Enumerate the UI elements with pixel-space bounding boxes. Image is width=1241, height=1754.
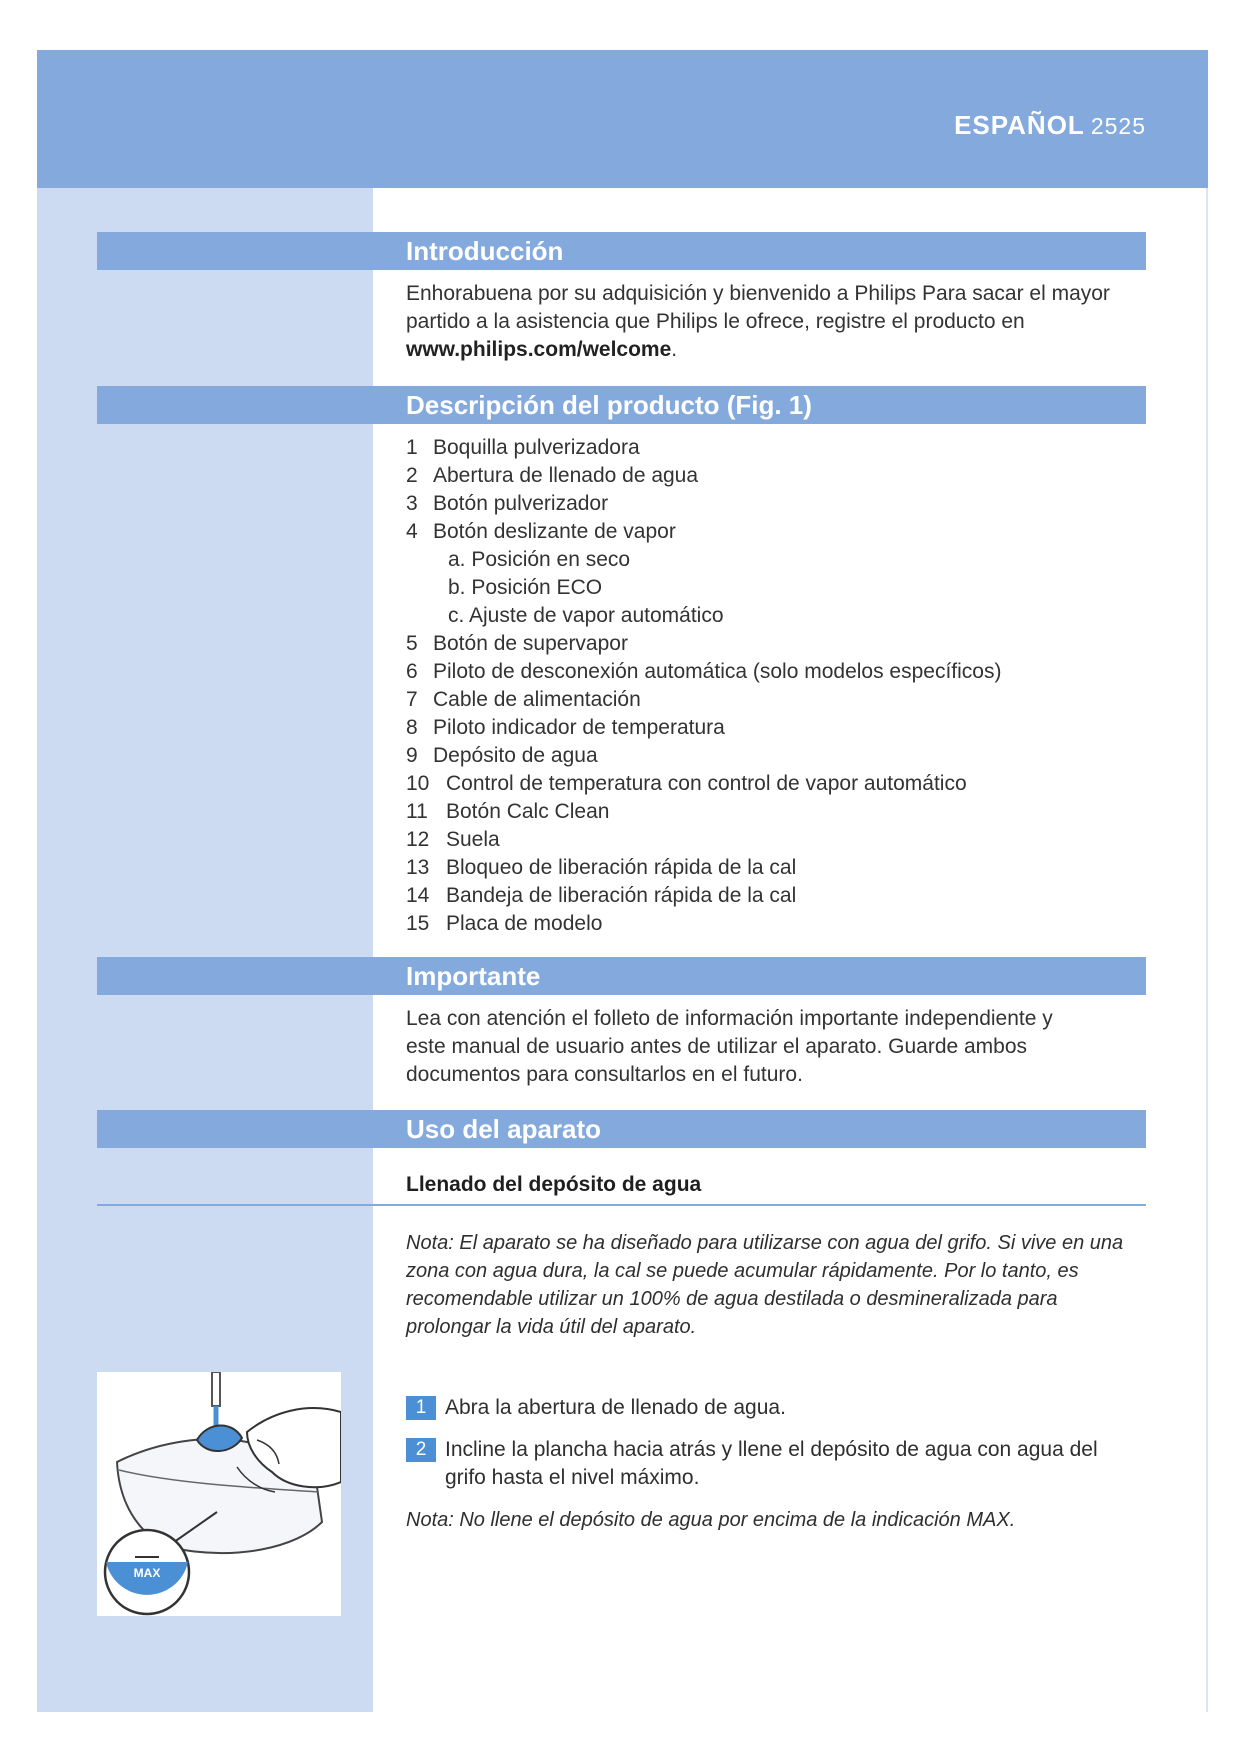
note-tap-water: Nota: El aparato se ha diseñado para utilizarse con agua del grifo. Si vive en una zona con agua dura, la cal se puede acumular rápidamente. Por lo tanto, es recomendable utilizar un 100% de agua destilada o desmineralizada para prolongar la vida útil del aparato. <box>406 1232 1124 1338</box>
product-item-number: 8 <box>406 716 418 739</box>
product-list-item <box>406 546 1001 574</box>
product-list-item <box>406 518 1001 546</box>
product-item-label: Suela <box>446 828 500 851</box>
section-band-usage <box>97 1110 1146 1148</box>
iron-filling-illustration <box>97 1372 341 1616</box>
product-list-item <box>406 490 1001 518</box>
product-item-number: 14 <box>406 884 430 907</box>
product-item-label: Piloto indicador de temperatura <box>433 716 725 739</box>
product-item-number: 9 <box>406 744 418 767</box>
iron-illustration-svg <box>97 1372 341 1616</box>
product-item-number: 3 <box>406 492 418 515</box>
product-list-item <box>406 742 1001 770</box>
product-item-label: Placa de modelo <box>446 912 603 935</box>
product-item-label: Boquilla pulverizadora <box>433 436 640 459</box>
product-list-item <box>406 826 1001 854</box>
product-item-label: Cable de alimentación <box>433 688 641 711</box>
product-list-item <box>406 686 1001 714</box>
page-header <box>37 50 1208 188</box>
product-list-item <box>406 658 1001 686</box>
product-item-label: c. Ajuste de vapor automático <box>448 604 724 627</box>
product-item-number: 15 <box>406 912 430 935</box>
product-list-item <box>406 462 1001 490</box>
subheading-fill-tank: Llenado del depósito de agua <box>406 1173 702 1196</box>
product-item-number: 1 <box>406 436 418 459</box>
step-number-badge: 1 <box>406 1396 436 1420</box>
header-language: ESPAÑOL 2525 <box>954 110 1146 140</box>
product-list-item <box>406 854 1001 882</box>
product-item-label: Control de temperatura con control de vapor automático <box>446 772 967 795</box>
welcome-link[interactable]: www.philips.com/welcome <box>406 338 672 361</box>
product-list-item <box>406 630 1001 658</box>
step-text-continued: grifo hasta el nivel máximo. <box>445 1466 700 1489</box>
step-1 <box>406 1394 1146 1422</box>
product-list-item <box>406 770 1001 798</box>
product-list-item <box>406 602 1001 630</box>
step-number-badge: 2 <box>406 1438 436 1462</box>
section-band-important <box>97 957 1146 995</box>
product-item-number: 4 <box>406 520 418 543</box>
product-list-item <box>406 798 1001 826</box>
product-item-label: Depósito de agua <box>433 744 598 767</box>
product-item-label: Bloqueo de liberación rápida de la cal <box>446 856 797 879</box>
faucet-spout <box>212 1372 220 1406</box>
product-item-number: 2 <box>406 464 418 487</box>
product-item-number: 12 <box>406 828 430 851</box>
product-item-number: 5 <box>406 632 418 655</box>
product-item-label: Bandeja de liberación rápida de la cal <box>446 884 797 907</box>
max-label: MAX <box>133 1566 161 1580</box>
product-item-label: Abertura de llenado de agua <box>433 464 699 487</box>
product-item-number: 11 <box>406 800 428 823</box>
step-2 <box>406 1436 1146 1492</box>
right-divider <box>1206 188 1208 1712</box>
product-item-label: Botón Calc Clean <box>446 800 610 823</box>
product-list-item <box>406 882 1001 910</box>
product-list-item <box>406 574 1001 602</box>
product-item-number: 7 <box>406 688 418 711</box>
product-item-label: a. Posición en seco <box>448 548 631 571</box>
product-list-item <box>406 434 1001 462</box>
product-list-item <box>406 910 1001 938</box>
note-max-level: Nota: No llene el depósito de agua por encima de la indicación MAX. <box>406 1509 1016 1531</box>
page-number: 2525 <box>1090 113 1146 139</box>
important-paragraph: Lea con atención el folleto de información importante independiente y este manual de usuario antes de utilizar el aparato. Guarde ambos documentos para consultarlos en el futuro. <box>406 1007 1053 1086</box>
product-item-label: Piloto de desconexión automática (solo modelos específicos) <box>433 660 1002 683</box>
section-title-important: Importante <box>406 961 541 991</box>
section-title-intro: Introducción <box>406 236 564 266</box>
step-text: Abra la abertura de llenado de agua. <box>445 1396 786 1419</box>
product-parts-list <box>406 434 1001 938</box>
subheading-rule <box>97 1204 1146 1206</box>
product-item-number: 10 <box>406 772 430 795</box>
product-item-label: b. Posición ECO <box>448 576 603 599</box>
product-item-number: 6 <box>406 660 418 683</box>
intro-paragraph: Enhorabuena por su adquisición y bienvenido a Philips Para sacar el mayor partido a la asistencia que Philips le ofrece, registre el producto en www.philips.com/welcome. <box>406 282 1110 361</box>
section-title-usage: Uso del aparato <box>406 1114 602 1144</box>
product-item-label: Botón pulverizador <box>433 492 609 515</box>
product-item-number: 13 <box>406 856 430 879</box>
section-title-product: Descripción del producto (Fig. 1) <box>406 390 812 420</box>
section-band-intro <box>97 232 1146 270</box>
product-item-label: Botón de supervapor <box>433 632 628 655</box>
product-list-item <box>406 714 1001 742</box>
product-item-label: Botón deslizante de vapor <box>433 520 676 543</box>
step-text: Incline la plancha hacia atrás y llene el depósito de agua con agua del <box>445 1438 1098 1461</box>
